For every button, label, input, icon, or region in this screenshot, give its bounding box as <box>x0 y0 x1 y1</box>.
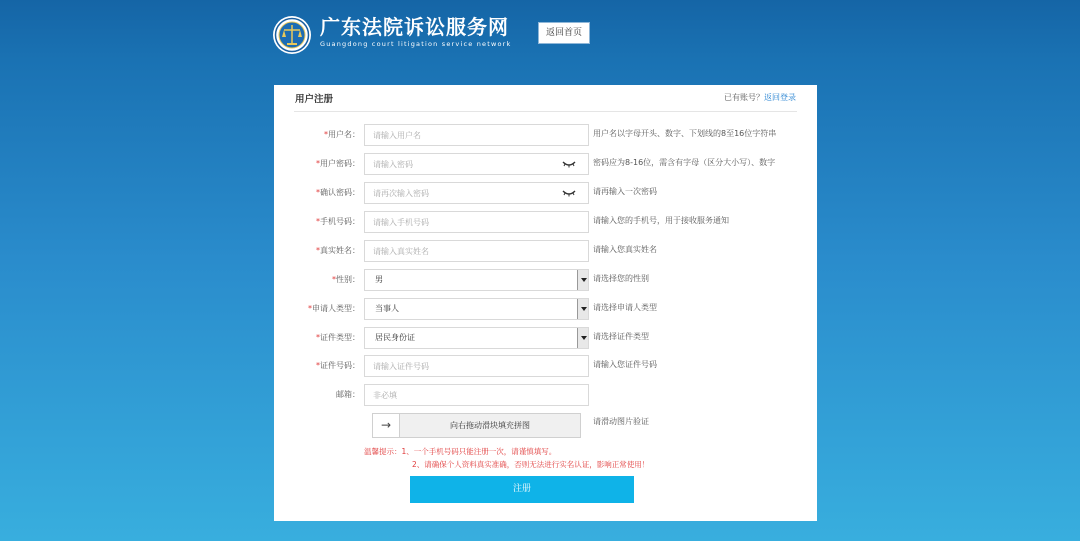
required-mark: * <box>316 361 320 370</box>
email-label: 邮箱： <box>336 390 360 399</box>
gender-hint: 请选择您的性别 <box>593 274 649 283</box>
email-row <box>274 384 817 406</box>
phone-row <box>274 211 817 233</box>
back-to-login-link[interactable]: 返回登录 <box>764 93 796 102</box>
username-input[interactable] <box>365 125 553 145</box>
real-name-hint: 请输入您真实姓名 <box>593 245 657 254</box>
real-name-input[interactable] <box>365 241 553 261</box>
slider-captcha[interactable] <box>372 413 581 438</box>
required-mark: * <box>316 217 320 226</box>
id-number-label: *证件号码： <box>316 361 360 370</box>
confirm-password-field[interactable] <box>364 182 589 204</box>
id-number-input[interactable] <box>365 356 553 376</box>
real-name-row <box>274 240 817 262</box>
required-mark: * <box>332 275 336 284</box>
password-hint: 密码应为8-16位，需含有字母（区分大小写）、数字 <box>593 158 776 167</box>
eye-closed-icon[interactable] <box>562 160 576 168</box>
confirm-password-hint: 请再输入一次密码 <box>593 187 657 196</box>
username-hint: 用户名以字母开头、数字、下划线的8至16位字符串 <box>593 129 777 138</box>
username-label: *用户名： <box>324 130 360 139</box>
court-emblem-icon <box>272 15 312 55</box>
id-type-label: *证件类型： <box>316 333 360 342</box>
id-type-select-value: 居民身份证 <box>375 333 415 342</box>
id-type-hint: 请选择证件类型 <box>593 332 649 341</box>
required-mark: * <box>308 304 312 313</box>
id-number-field[interactable] <box>364 355 589 377</box>
site-title: 广东法院诉讼服务网 <box>320 15 509 39</box>
dropdown-arrow-icon[interactable] <box>577 328 588 348</box>
gender-row <box>274 269 817 291</box>
id-number-row <box>274 355 817 377</box>
warning-line-1: 温馨提示：1、一个手机号码只能注册一次，请谨慎填写。 <box>364 447 557 456</box>
real-name-label: *真实姓名： <box>316 246 360 255</box>
required-mark: * <box>316 246 320 255</box>
username-row <box>274 124 817 146</box>
warning-line-2: 2、请确保个人资料真实准确，否则无法进行实名认证，影响正常使用！ <box>412 460 650 469</box>
required-mark: * <box>316 333 320 342</box>
dropdown-arrow-icon[interactable] <box>577 270 588 290</box>
id-number-hint: 请输入您证件号码 <box>593 360 657 369</box>
required-mark: * <box>316 159 320 168</box>
confirm-password-row <box>274 182 817 204</box>
applicant-type-hint: 请选择申请人类型 <box>593 303 657 312</box>
phone-field[interactable] <box>364 211 589 233</box>
gender-select[interactable] <box>364 269 589 291</box>
applicant-type-row <box>274 298 817 320</box>
real-name-field[interactable] <box>364 240 589 262</box>
slider-text: 向右拖动滑块填充拼图 <box>450 421 530 430</box>
applicant-type-label: *申请人类型： <box>308 304 360 313</box>
confirm-password-input[interactable] <box>365 183 553 203</box>
phone-input[interactable] <box>365 212 553 232</box>
login-prompt: 已有账号？ <box>724 93 764 102</box>
dropdown-arrow-icon[interactable] <box>577 299 588 319</box>
registration-panel <box>274 85 817 521</box>
eye-closed-icon[interactable] <box>562 189 576 197</box>
password-row <box>274 153 817 175</box>
password-field[interactable] <box>364 153 589 175</box>
username-field[interactable] <box>364 124 589 146</box>
panel-title: 用户注册 <box>295 94 334 105</box>
slider-hint: 请滑动图片验证 <box>593 417 649 426</box>
password-label: *用户密码： <box>316 159 360 168</box>
gender-label: *性别： <box>332 275 360 284</box>
register-button[interactable]: 注册 <box>410 476 634 503</box>
login-hint <box>724 92 796 103</box>
applicant-type-select-value: 当事人 <box>375 304 399 313</box>
id-type-select[interactable] <box>364 327 589 349</box>
phone-label: *手机号码： <box>316 217 360 226</box>
id-type-row <box>274 327 817 349</box>
required-mark: * <box>316 188 320 197</box>
panel-divider <box>294 111 797 112</box>
slider-handle-arrow-icon[interactable]: → <box>373 414 400 437</box>
email-field[interactable] <box>364 384 589 406</box>
email-input[interactable] <box>365 385 553 405</box>
phone-hint: 请输入您的手机号，用于接收服务通知 <box>593 216 729 225</box>
applicant-type-select[interactable] <box>364 298 589 320</box>
back-to-home-button[interactable]: 返回首页 <box>538 22 590 44</box>
site-subtitle: Guangdong court litigation service network <box>320 40 512 48</box>
confirm-password-label: *确认密码： <box>316 188 360 197</box>
password-input[interactable] <box>365 154 553 174</box>
required-mark: * <box>324 130 328 139</box>
gender-select-value: 男 <box>375 275 383 284</box>
